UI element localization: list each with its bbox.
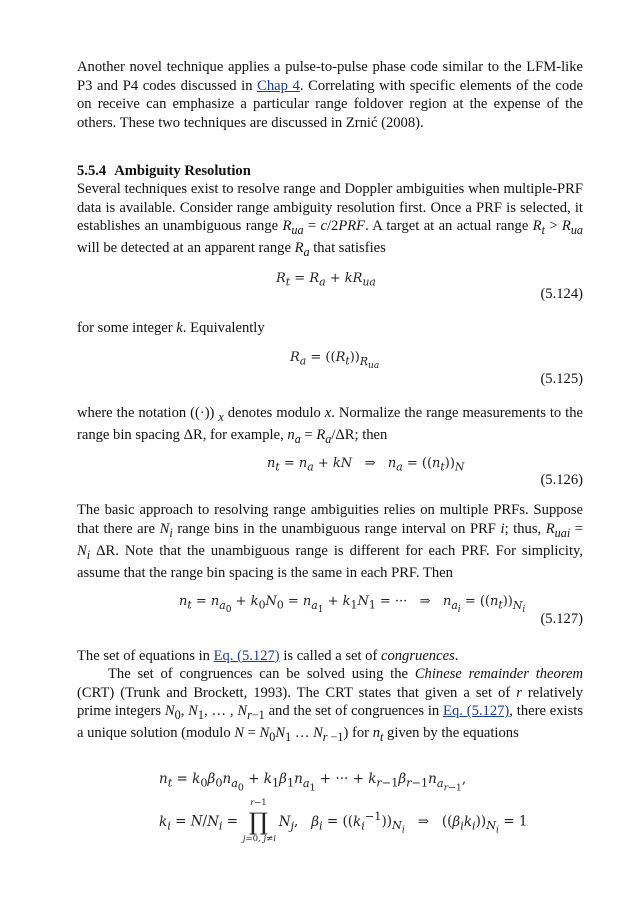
chapter-4-link[interactable]: Chap 4 xyxy=(257,77,300,94)
text-run: ) for xyxy=(343,725,373,742)
equation-number: (5.124) xyxy=(540,286,583,302)
equation-number: (5.126) xyxy=(540,472,583,488)
text-run: congruences xyxy=(380,648,455,664)
text-run: relatively prime integers xyxy=(77,684,583,719)
text-run: (CRT) (Trunk and Brockett, 1993). The CRT states that given a set of xyxy=(77,684,517,701)
text-run: will be detected at an apparent range xyxy=(77,240,295,257)
equation-formula: $n_t = n_a$ + kN ⇒ $n_a = ((n_t))_N$ xyxy=(267,456,465,474)
text-run: and the set of congruences in xyxy=(264,703,444,719)
text-run: x xyxy=(218,409,224,424)
text-run: denotes modulo xyxy=(223,405,325,421)
equation-number: (5.127) xyxy=(540,611,583,627)
paragraph-ambiguity: Several techniques exist to resolve range and Doppler ambiguities when multiple-PRF data is available. Consider range ambiguity resolution first. Once a PRF is selected, it establishes an unambiguous range $R_{ua} = c/2PRF$. A target at an actual range $R_t > R_{ua}$ will be detected at an apparent range $R_a$ that satisfies xyxy=(77,181,583,260)
text-run: Chinese remainder theorem xyxy=(414,666,583,682)
paragraph-congruences xyxy=(77,647,583,666)
text-run: The set of congruences can be solved using the xyxy=(108,666,415,682)
section-number: 5.5.4 xyxy=(77,163,107,179)
equation-number: (5.125) xyxy=(540,371,583,387)
text-run: = xyxy=(570,520,584,537)
equation-formula: $R_t = R_a + kR_{ua}$ xyxy=(276,271,376,289)
text-run: . Correlating with specific elements of the code on receive can emphasize a particular range foldover region at the expense of the others. These two techniques are discussed in Zrnić (2008). xyxy=(77,77,583,131)
text-run: given by the equations xyxy=(383,725,519,742)
text-run: . Equivalently xyxy=(182,320,265,336)
text-run: /2 xyxy=(326,218,339,234)
text-run: is called a set of xyxy=(279,648,381,664)
text-run: for some integer xyxy=(77,320,177,336)
text-run: Another novel technique applies a pulse-to-pulse phase code similar to the LFM-like P3 and P4 codes discussed in xyxy=(77,59,583,94)
eq-5-127-link-2[interactable]: Eq. (5.127) xyxy=(443,703,510,719)
text-run: , there exists a unique solution (modulo xyxy=(77,703,583,742)
text-run: r xyxy=(516,684,522,701)
text-run: range bins in the unambiguous range interval on PRF xyxy=(172,520,501,537)
paragraph-multiple-prfs: The basic approach to resolving range ambiguities relies on multiple PRFs. Suppose that there are $N_i$ range bins in the unambiguous range interval on PRF i; thus, $R_{uai} = N_i$ ΔR. Note that the unambiguous range is different for each PRF. For simplicity, assume that the range bin spacing is the same in each PRF. Then xyxy=(77,502,584,582)
text-run: where the notation ((·)) xyxy=(77,405,219,421)
text-run: ΔR. Note that the unambiguous range is different for each PRF. For simplicity, assume that the range bin spacing is the same in each PRF. Then xyxy=(77,542,583,582)
text-run: = xyxy=(303,218,321,234)
paragraph-intro xyxy=(77,58,583,132)
text-run: . Normalize the range measurements to the range bin spacing ΔR, for example, xyxy=(77,405,583,444)
crt-solution-equation: $n_t = k_0\beta_0n_{a_0} + k_1\beta_1n_{a_1}$ + ··· + $k_{r-1}\beta_{r-1}n_{a_{r-1}}$, xyxy=(159,771,467,793)
text-run: k xyxy=(176,320,183,336)
equation-formula: $n_t = n_{a_0} + k_0N_0 = n_{a_1} + k_1N_1$ = ··· ⇒ $n_{a_i} = ((n_t))_{N_i}$ xyxy=(179,594,526,615)
crt-coefficient-equation: $k_i = N/N_i$ = r−1 ∏ j=0, j≠i $N_j$, $\beta_i = ((k_i^{-1}))_{N_i}$ ⇒ $((\beta_ik_i))_{N_i} = 1$ xyxy=(159,798,528,844)
text-run: = xyxy=(300,427,317,444)
text-run: The basic approach to resolving range ambiguities relies on multiple PRFs. Suppose that there are xyxy=(77,502,583,537)
text-run: . A target at an actual range xyxy=(365,218,533,234)
text-run: that satisfies xyxy=(309,240,386,257)
paragraph-notation: where the notation ((·)) $_x$ denotes modulo x. Normalize the range measurements to the range bin spacing ΔR, for example, $n_a = R_a/\Delta R$; then xyxy=(77,405,583,447)
paragraph-crt: The set of congruences can be solved using the Chinese remainder theorem (CRT) (Trunk and Brockett, 1993). The CRT states that given a set of r relatively prime integers $N_0$, $N_1$, … , $N_{r-1}$ and the set of congruences in Eq. (5.127), there exists a unique solution (modulo $N = N_0N_1$ … $N_{r -1}$) for $n_t$ given by the equations xyxy=(77,666,583,745)
section-heading xyxy=(77,162,583,181)
product-operator: r−1 ∏ j=0, j≠i xyxy=(242,798,276,844)
text-run: /ΔR; then xyxy=(331,427,388,444)
eq-5-127-link[interactable]: Eq. (5.127) xyxy=(213,648,280,664)
text-run: ; thus, xyxy=(504,520,546,537)
paragraph-equivalently xyxy=(77,319,583,338)
equation-formula: $R_a = ((R_t))_{R_{ua}}$ xyxy=(290,350,380,371)
text-run: . xyxy=(454,648,459,664)
text-run: Several techniques exist to resolve range and Doppler ambiguities when multiple-PRF data is available. Consider range ambiguity resolution first. Once a PRF is selected, it establishes an unambiguous range xyxy=(77,181,583,234)
section-title: Ambiguity Resolution xyxy=(114,163,251,179)
text-run: > xyxy=(544,218,562,234)
text-run: The set of equations in xyxy=(77,648,214,664)
equation-5-125 xyxy=(77,349,583,369)
